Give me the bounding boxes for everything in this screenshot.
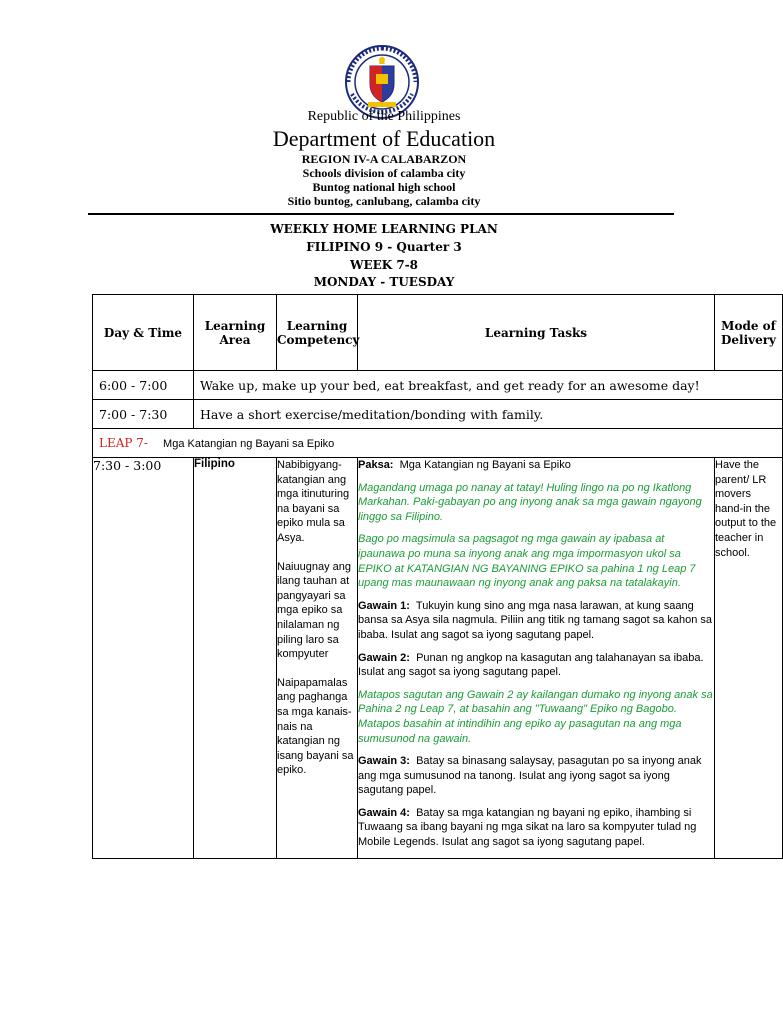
header-day-time: Day & Time [93, 295, 194, 371]
header-learning-area: Learning Area [194, 295, 277, 371]
address-label: Sitio buntog, canlubang, calamba city [287, 194, 481, 208]
competency-cell [277, 458, 358, 859]
school-label: Buntog national high school [312, 180, 456, 194]
plan-title: WEEKLY HOME LEARNING PLAN [270, 222, 498, 236]
paksa: Paksa: Mga Katangian ng Bayani sa Epiko [358, 459, 571, 471]
leap-row [93, 429, 783, 458]
table-row-main [93, 458, 783, 859]
row-time: 7:00 - 7:30 [93, 400, 194, 429]
header-mode-of-delivery: Mode of Delivery [715, 295, 783, 371]
row-time: 6:00 - 7:00 [93, 371, 194, 400]
header-learning-competency: Learning Competency [277, 295, 358, 371]
competency-item: Naiuugnay ang ilang tauhan at pangyayari sa mga epiko sa nilalaman ng piling laro sa kompyuter [277, 560, 352, 661]
gawain-4: Gawain 4: Batay sa mga katangian ng bayani ng epiko, ihambing si Tuwaang sa ibang bayani ng mga sikat na laro sa kompyuter tulad ng Mobile Legends. Isulat ang sagot sa iyong sagutang papel. [358, 806, 697, 849]
learning-plan-table [92, 294, 783, 859]
gawain-2: Gawain 2: Punan ng angkop na kasagutan ang talahanayan sa ibaba. Isulat ang sagot sa iyong sagutang papel. [358, 651, 704, 679]
intro-note: Magandang umaga po nanay at tatay! Huling lingo na po ng Ikatlong Markahan. Paki-gabayan po ang inyong anak sa mga gawain ngayong linggo sa Filipino. [358, 481, 702, 523]
competency-item: Nabibigyang-katangian ang mga itinuturing na bayani sa epiko mula sa Asya. [277, 459, 350, 544]
table-row [93, 371, 783, 400]
row-activity: Wake up, make up your bed, eat breakfast, and get ready for an awesome day! [194, 371, 783, 400]
plan-week: WEEK 7-8 [349, 258, 419, 272]
leap-label: LEAP 7- [99, 436, 148, 450]
region-label: REGION IV-A CALABARZON [301, 152, 467, 166]
republic-label: Republic of the Philippines [307, 109, 461, 124]
reading-note: Matapos sagutan ang Gawain 2 ay kailangan dumako ng inyong anak sa Pahina 2 ng Leap 7, at basahin ang "Tuwaang" Epiko ng Bagobo. Matapos basahin at intindihin ang epiko ay pasagutan na ang mga sumusunod na gawain. [358, 688, 713, 745]
table-row [93, 400, 783, 429]
division-label: Schools division of calamba city [302, 166, 466, 180]
row-time: 7:30 - 3:00 [93, 458, 194, 859]
gawain-3: Gawain 3: Batay sa binasang salaysay, pasagutan po sa inyong anak ang mga sumusunod na tanong. Isulat ang iyong sagot sa iyong sagutang papel. [358, 755, 702, 797]
learning-area: Filipino [194, 458, 277, 859]
gawain-1: Gawain 1: Tukuyin kung sino ang mga nasa larawan, at kung saang bansa sa Asya sila nagmula. Piliin ang titik ng tamang sagot sa kahon sa ibaba. Isulat ang sagot sa iyong sagutang papel. [358, 599, 713, 641]
plan-subject: FILIPINO 9 - Quarter 3 [306, 240, 462, 254]
mode-of-delivery: Have the parent/ LR movers hand-in the output to the teacher in school. [715, 458, 783, 859]
competency-item: Naipapamalas ang paghanga sa mga kanais-nais na katangian ng isang bayani sa epiko. [277, 676, 354, 777]
header-learning-tasks: Learning Tasks [358, 295, 715, 371]
department-title: Department of Education [272, 126, 496, 151]
leap-title: Mga Katangian ng Bayani sa Epiko [163, 438, 335, 450]
row-activity: Have a short exercise/meditation/bonding with family. [194, 400, 783, 429]
tasks-cell [358, 458, 715, 859]
table-header-row [93, 295, 783, 371]
plan-days: MONDAY - TUESDAY [313, 275, 455, 289]
instruction-note: Bago po magsimula sa pagsagot ng mga gawain ay ipabasa at ipaunawa po muna sa inyong anak ang mga impormasyon ukol sa EPIKO at KATANGIAN NG BAYANING EPIKO sa pahina 1 ng Leap 7 upang mas maunawaan ng inyong anak ang paksa na tatalakayin. [358, 533, 696, 590]
